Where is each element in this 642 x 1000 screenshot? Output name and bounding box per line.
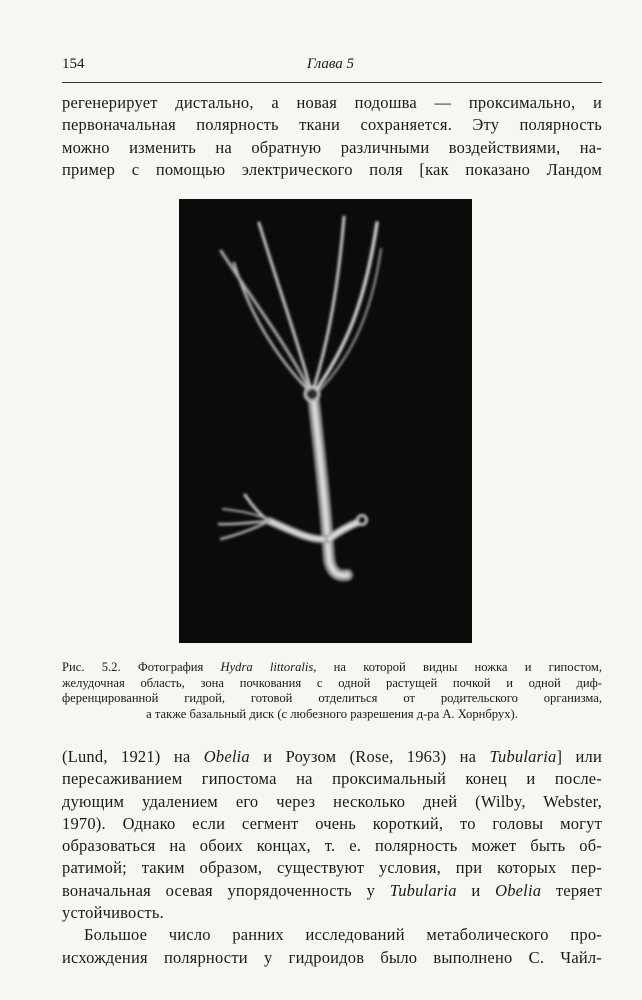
hydra-illustration (179, 199, 472, 643)
text-line: образоваться на обоих концах, т. е. полярность может быть об- (62, 836, 602, 856)
taxon-name: Tubularia (489, 747, 557, 766)
page-number: 154 (62, 56, 85, 72)
text-line: устойчивость. (62, 903, 164, 923)
chapter-title: Глава 5 (306, 56, 354, 72)
header-rule (62, 82, 602, 83)
text-line: пересаживанием гипостома на проксимальный конец и после- (62, 769, 602, 789)
text-line: пример с помощью электрического поля [как показано Ландом (62, 159, 602, 179)
figure-caption (62, 660, 602, 722)
caption-line: а также базальный диск (с любезного разрешения д-ра А. Хорнбрух). (146, 706, 518, 721)
text-run: ] или (556, 747, 602, 766)
caption-line: ференцированной гидрой, готовой отделиться от родительского организма, (62, 691, 602, 706)
text-run: теряет (541, 880, 602, 900)
caption-line (62, 660, 602, 676)
bottom-text (62, 746, 602, 969)
text-run: и (456, 880, 496, 900)
caption-species: Hydra littoralis (220, 660, 314, 674)
text-line (62, 746, 602, 768)
taxon-name: Obelia (203, 747, 250, 766)
text-line: Большое число ранних исследований метаболического про- (84, 925, 602, 945)
text-line: ратимой; таким образом, существуют условия, при которых пер- (62, 858, 602, 878)
taxon-name: Obelia (495, 880, 542, 900)
top-paragraph (62, 92, 602, 181)
text-line: дующим удалением его через несколько дней (Wilby, Webster, (62, 791, 602, 811)
taxon-name: Tubularia (389, 880, 457, 900)
text-line (62, 880, 602, 902)
text-line: первоначальная полярность ткани сохраняется. Эту полярность (62, 115, 602, 135)
text-run: воначальная осевая упорядоченность у (62, 880, 390, 900)
text-line: можно изменить на обратную различными воздействиями, на- (62, 137, 602, 157)
caption-line1-rest: , на которой видны ножка и гипостом, (313, 660, 603, 674)
caption-prefix: Рис. 5.2. Фотография (62, 660, 221, 674)
text-line: 1970). Однако если сегмент очень короткий, то головы могут (62, 813, 602, 833)
caption-line: желудочная область, зона почкования с одной растущей почкой и одной диф- (62, 675, 602, 690)
running-head (62, 56, 602, 73)
hydra-photograph (179, 199, 472, 643)
text-run: (Lund, 1921) на (62, 747, 204, 766)
text-line: исхождения полярности у гидроидов было выполнено С. Чайл- (62, 947, 602, 967)
text-line: регенерирует дистально, а новая подошва — проксимально, и (62, 93, 602, 112)
text-run: и Роузом (Rose, 1963) на (249, 747, 490, 766)
